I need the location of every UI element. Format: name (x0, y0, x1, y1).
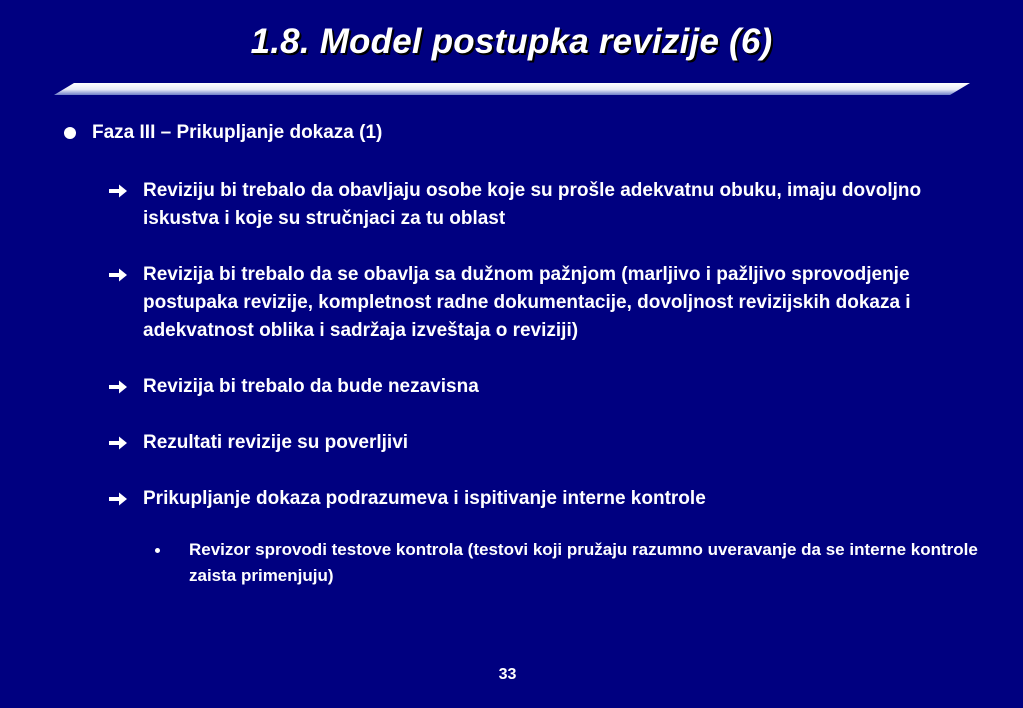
arrow-bullet-item (108, 261, 999, 345)
main-bullet (64, 118, 999, 148)
right-arrow-icon (108, 379, 128, 395)
right-arrow-icon (108, 491, 128, 507)
main-bullet-text: Faza III – Prikupljanje dokaza (1) (92, 122, 383, 143)
arrow-bullet-text: Revizija bi trebalo da se obavlja sa dužnom pažnjom (marljivo i pažljivo sprovodjenje postupaka revizije, kompletnost radne dokumentacije, dovoljnost revizijskih dokaza i adekvatnost oblika i sadržaja izveštaja o reviziji) (143, 264, 911, 341)
slide-title: 1.8. Model postupka revizije (6) (250, 22, 773, 61)
right-arrow-icon (108, 183, 128, 199)
page-number: 33 (498, 666, 517, 683)
arrow-bullet-text: Prikupljanje dokaza podrazumeva i ispitivanje interne kontrole (143, 488, 706, 509)
right-arrow-icon (108, 267, 128, 283)
filled-circle-icon (64, 127, 76, 139)
arrow-bullet-item (108, 485, 999, 513)
sub-bullet-text: Revizor sprovodi testove kontrola (testovi koji pružaju razumno uveravanje da se interne kontrole zaista primenjuju) (189, 540, 978, 585)
title-divider (54, 83, 970, 95)
arrow-bullet-item (108, 177, 999, 233)
arrow-bullet-text: Rezultati revizije su poverljivi (143, 432, 409, 453)
slide-content (64, 118, 999, 589)
right-arrow-icon (108, 435, 128, 451)
arrow-bullet-item (108, 429, 999, 457)
arrow-bullet-text: Revizija bi trebalo da bude nezavisna (143, 376, 479, 397)
arrow-bullet-item (108, 373, 999, 401)
sub-bullet-item (155, 537, 999, 589)
arrow-bullet-text: Reviziju bi trebalo da obavljaju osobe koje su prošle adekvatnu obuku, imaju dovoljno iskustva i koje su stručnjaci za tu oblast (143, 180, 922, 229)
small-dot-icon (155, 548, 160, 553)
